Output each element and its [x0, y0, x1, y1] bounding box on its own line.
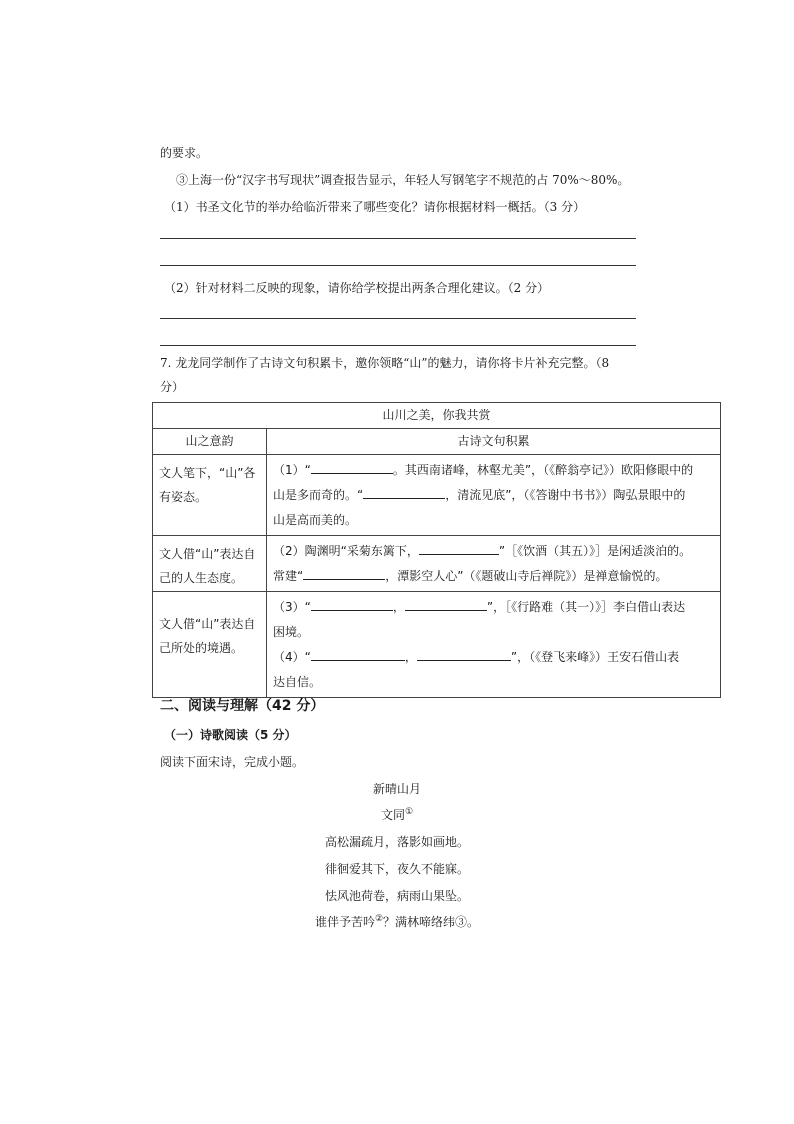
question-7-cont: 分） — [160, 380, 185, 394]
answer-line[interactable] — [160, 318, 636, 319]
table-row — [153, 592, 721, 698]
row-content: （1）“ 。其西南诸峰，林壑尤美”，（《醉翁亭记》）欧阳修眼中的 山是多而奇的。“ ，清流见底”，（《答谢中书书》）陶弘景眼中的 山是高而美的。 — [267, 455, 721, 536]
poem-line: 谁伴予苦吟②？满林啼络纬③。 — [314, 914, 480, 929]
fill-blank[interactable] — [311, 597, 393, 611]
poem-line: 怯风池荷卷，病雨山果坠。 — [324, 889, 469, 903]
fill-blank[interactable] — [363, 485, 445, 499]
fill-blank[interactable] — [419, 541, 499, 555]
material-item-3: ③上海一份“汉字书写现状”调查报告显示，年轻人写钢笔字不规范的占 70%～80%。 — [176, 173, 630, 187]
poetry-card-table — [152, 402, 721, 698]
fill-blank[interactable] — [303, 566, 385, 580]
footnote-marker: ② — [374, 914, 384, 924]
continuation-text: 的要求。 — [160, 146, 209, 160]
fill-blank[interactable] — [311, 460, 393, 474]
fill-blank[interactable] — [417, 647, 511, 661]
answer-line[interactable] — [160, 238, 636, 239]
fill-blank[interactable] — [405, 597, 487, 611]
table-row — [153, 455, 721, 536]
table-row — [153, 536, 721, 592]
poem-author: 文同① — [380, 807, 414, 822]
answer-line[interactable] — [160, 265, 636, 266]
question-7: 7. 龙龙同学制作了古诗文句积累卡，邀你领略“山”的魅力，请你将卡片补充完整。（8 — [160, 356, 610, 370]
section-heading: 二、阅读与理解（42 分） — [160, 698, 325, 714]
fill-blank[interactable] — [311, 647, 405, 661]
reading-instruction: 阅读下面宋诗，完成小题。 — [160, 755, 305, 769]
footnote-marker: ① — [404, 807, 414, 817]
subsection-heading: （一）诗歌阅读（5 分） — [164, 728, 297, 742]
answer-line[interactable] — [160, 345, 636, 346]
row-content: （2）陶渊明“采菊东篱下， ”［《饮酒（其五）》］是闲适淡泊的。 常建“ ，潭影空人心”（《题破山寺后禅院》）是禅意愉悦的。 — [267, 536, 721, 592]
question-2: （2）针对材料二反映的现象，请你给学校提出两条合理化建议。（2 分） — [164, 281, 550, 295]
card-title: 山川之美，你我共赏 — [153, 403, 721, 429]
row-content: （3）“ ， ”，［《行路难（其一）》］李白借山表达 困境。 （4）“ ， ”，（《登飞来峰》）王安石借山表 达自信。 — [267, 592, 721, 698]
question-1: （1）书圣文化节的举办给临沂带来了哪些变化？请你根据材料一概括。（3 分） — [164, 200, 586, 214]
poem-line: 徘徊爱其下，夜久不能寐。 — [324, 862, 469, 876]
card-col-header-verses: 古诗文句积累 — [267, 429, 721, 455]
poem-title: 新晴山月 — [372, 782, 421, 796]
card-col-header-meaning: 山之意韵 — [153, 429, 267, 455]
row-label: 文人借“山”表达自 己的人生态度。 — [153, 536, 267, 592]
row-label: 文人借“山”表达自 己所处的境遇。 — [153, 592, 267, 698]
row-label: 文人笔下，“山”各 有姿态。 — [153, 455, 267, 536]
poem-line: 高松漏疏月，落影如画地。 — [324, 835, 469, 849]
